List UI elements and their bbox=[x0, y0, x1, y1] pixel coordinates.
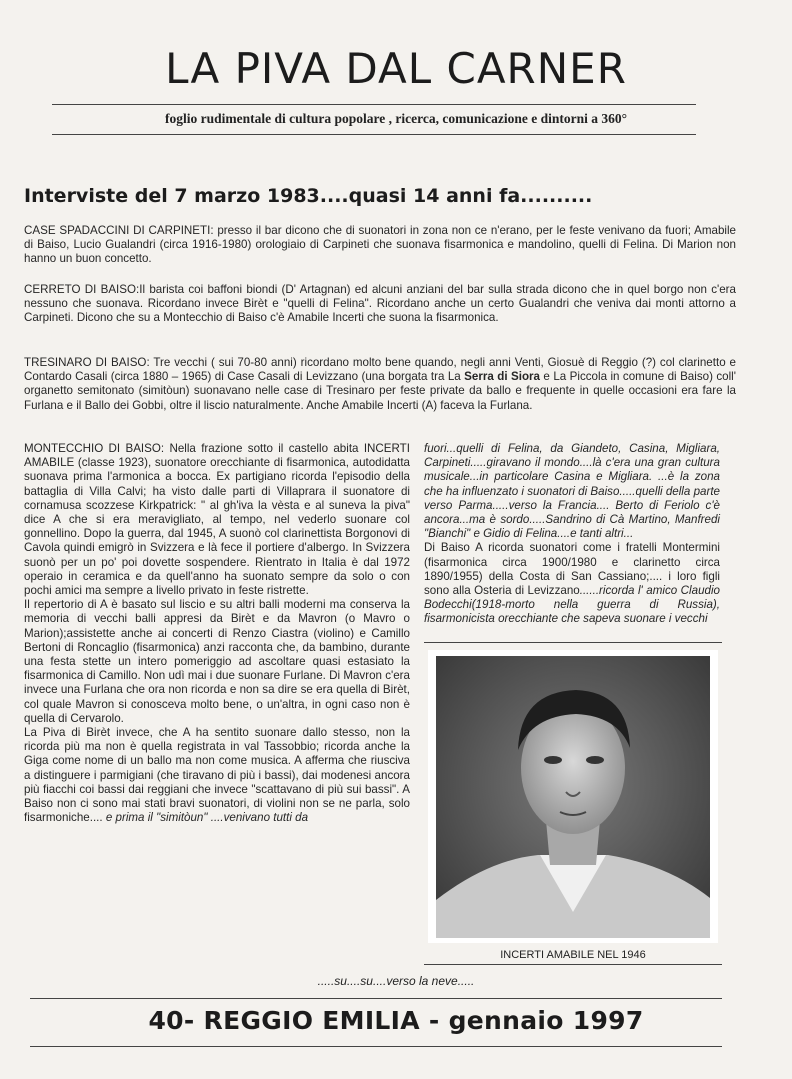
tresinaro-text-a: TRESINARO DI BAISO: Tre vecchi ( sui 70-80 anni) ricordano molto bene quando, negli anni Venti, Giosuè di Reggio (?) col clarinetto e Contardo Casali (circa 1880 – 1965) di Case Casali di Levizzano (una borgata tra La bbox=[24, 356, 736, 384]
masthead-title: LA PIVA DAL CARNER bbox=[165, 44, 627, 93]
right-column bbox=[424, 442, 720, 627]
tagline: .....su....su....verso la neve..... bbox=[317, 974, 475, 988]
footer-rule-bottom bbox=[30, 1046, 722, 1047]
photo-rule-bottom bbox=[424, 964, 722, 965]
paragraph-repertorio: Il repertorio di A è basato sul liscio e su altri balli moderni ma conserva la memoria di vecchi balli appresi da Birèt e da Mavron (o Mavro o Marion);assistette anche ai concerti di Renzo Ciastra (violino) e Camillo Bertoni di Roncaglio (fisarmonica) anzi racconta che, da bambino, durante una festa stette un intero pomeriggio ad ascoltare quasi estasiato la fisarmonica di Camillo. Non udì mai i due suonare Furlane. Di Mavron c'era invece una Furlana che ora non ricorda e non sa dire se era quella di Birèt, col quale Mavron si conosceva molto bene, o un'altra, in ogni caso non è quella di Cervarolo. bbox=[24, 598, 410, 725]
paragraph-tresinaro bbox=[24, 356, 736, 413]
paragraph-montecchio: MONTECCHIO DI BAISO: Nella frazione sotto il castello abita INCERTI AMABILE (classe 1923), suonatore orecchiante di fisarmonica, autodidatta suonava prima l'armonica a bocca. Ex partigiano ricorda l'episodio della battaglia di Villa Calvi; ha visto dalle parti di Villaprara il suonatore di cornamusa scozzese Kirkpatrick: " al gh'iva la vèsta e al suneva la piva" dice A che si era meravigliato, al tempo, nel vederlo suonare col gonnellino. Dopo la guerra, dal 1945, A suonò col clarinettista Borgonovi di Cavola quindi emigrò in Svizzera e là fece il portiere d'albergo. In Svizzera suonò per un po' poi dovette sospendere. Rientrato in Italia è dal 1972 operaio in ceramica e da quell'anno ha suonato sempre da solo o con pochi amici ma sempre a livello privato in feste ristrette. bbox=[24, 442, 410, 598]
article-headline: Interviste del 7 marzo 1983....quasi 14 anni fa.......... bbox=[24, 185, 593, 207]
paragraph-cerreto: CERRETO DI BAISO:Il barista coi baffoni biondi (D' Artagnan) ed alcuni anziani del bar sulla strada dicono che in quel borgo non c'era nessuno che suonava. Ricordano invece Birèt e "quelli di Felina". Ricordano anche un certo Gualandri che veniva dai monti attorno a Carpineti. Dicono che su a Montecchio di Baiso c'è Amabile Incerti che suona la fisarmonica. bbox=[24, 283, 736, 325]
masthead-rule-bottom bbox=[52, 134, 696, 135]
portrait-image bbox=[428, 650, 718, 943]
footer-issue: 40- REGGIO EMILIA - gennaio 1997 bbox=[148, 1006, 644, 1035]
piva-biret-italic: e prima il "simitòun" ....venivano tutti da bbox=[105, 811, 309, 825]
paragraph-piva-biret bbox=[24, 726, 410, 825]
paragraph-fuori-quote: fuori...quelli di Felina, da Giandeto, Casina, Migliara, Carpineti.....giravano il mondo....là c'era una gran cultura musicale...in particolare Casina e Migliara. ...è la zona che ha influenzato i suonatori di Baiso.....quelli della parte verso Parma.....verso la Francia.... Berto di Feriolo c'è ancora...ma è sordo.....Sandrino di Cà Martino, Manfredi "Bianchi" e Gidio di Felina....e tanti altri... bbox=[424, 442, 720, 541]
baiso-italic: ......ricorda l' amico Claudio Bodecchi(1918-morto nella guerra di Russia), fisarmonicista orecchiante che sapeva suonare i vecchi bbox=[424, 584, 720, 626]
paragraph-case-spadaccini: CASE SPADACCINI DI CARPINETI: presso il bar dicono che di suonatori in zona non ce n'erano, per le feste venivano da fuori; Amabile di Baiso, Lucio Gualandri (circa 1916-1980) orologiaio di Carpineti che suonava fisarmonica e mandolino, quelli di Felina. Di Marion non hanno un buon concetto. bbox=[24, 224, 736, 266]
paragraph-baiso-suonatori bbox=[424, 541, 720, 626]
portrait-photo bbox=[428, 650, 718, 943]
tresinaro-text-b: e La Piccola in comune di Baiso) coll' organetto semitonato (simitòun) suonavano nelle case di Tresinaro per feste private da ballo e frequente in quelle occasioni era fare la Furlana e il Ballo dei Gobbi, oltre il liscio naturalmente. Anche Amabile Incerti (A) faceva la Furlana. bbox=[24, 370, 736, 412]
photo-rule-top bbox=[424, 642, 722, 643]
piva-biret-text: La Piva di Birèt invece, che A ha sentito suonare dallo stesso, non la ricorda più ma non è quella registrata in val Tassobbio; ricorda anche la Giga come nome di un ballo ma non come musica. A afferma che riusciva a distinguere i parmigiani (che tiravano di più i bassi), dai modenesi ancora più fiacchi coi bassi dai reggiani che invece "scattavano di più sui bassi". A Baiso non ci sono mai stati bravi suonatori, di violini non se ne parla, solo fisarmoniche.... bbox=[24, 726, 410, 825]
footer-rule-top bbox=[30, 998, 722, 999]
baiso-text: Di Baiso A ricorda suonatori come i fratelli Montermini (fisarmonica circa 1900/1980 e clarinetto circa 1890/1955) della Costa di San Cassiano;.... i loro figli sono alla Osteria di Levizzano bbox=[424, 541, 720, 598]
photo-caption: INCERTI AMABILE NEL 1946 bbox=[500, 949, 646, 961]
masthead-rule-top bbox=[52, 104, 696, 105]
tresinaro-bold: Serra di Siora bbox=[464, 370, 540, 384]
masthead-subtitle: foglio rudimentale di cultura popolare , ricerca, comunicazione e dintorni a 360° bbox=[165, 111, 627, 126]
left-column bbox=[24, 442, 410, 825]
